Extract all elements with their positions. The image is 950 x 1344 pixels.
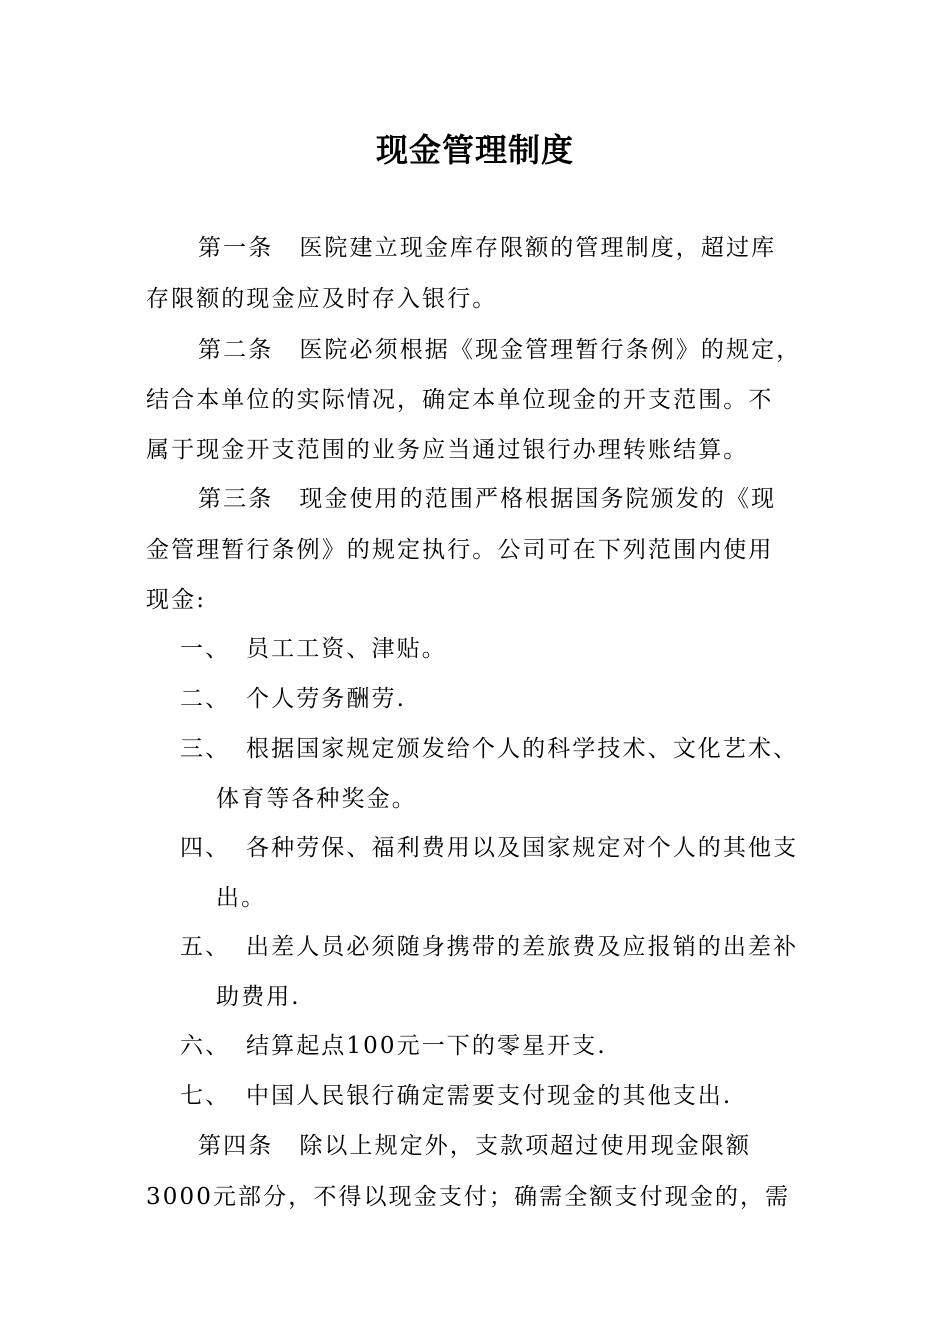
list-item-3-text-2: 体育等各种奖金。	[216, 786, 417, 812]
article-3-text-1: 现金使用的范围严格根据国务院颁发的《现	[299, 486, 777, 512]
article-4-label: 第四条	[198, 1133, 274, 1159]
article-1-line-1	[198, 233, 776, 263]
list-item-3	[180, 734, 798, 764]
list-item-3-number: 三、	[180, 736, 231, 762]
list-item-7	[180, 1081, 732, 1111]
article-4-text-1: 除以上规定外，支款项超过使用现金限额	[299, 1133, 752, 1159]
list-item-4	[180, 833, 798, 863]
article-1-label: 第一条	[198, 235, 274, 261]
article-3-label: 第三条	[198, 486, 274, 512]
list-item-4-text-2: 出。	[216, 885, 267, 911]
article-4-line-1	[198, 1131, 751, 1161]
list-item-7-text: 中国人民银行确定需要支付现金的其他支出.	[246, 1083, 733, 1109]
list-item-4-text-1: 各种劳保、福利费用以及国家规定对个人的其他支	[246, 835, 799, 861]
article-2-text-1: 医院必须根据《现金管理暂行条例》的规定，	[299, 337, 802, 363]
list-item-3-text-1: 根据国家规定颁发给个人的科学技术、文化艺术、	[246, 736, 799, 762]
list-item-5	[180, 932, 798, 962]
list-item-1-text: 员工工资、津贴。	[246, 636, 447, 662]
article-1-text-1: 医院建立现金库存限额的管理制度，超过库	[299, 235, 777, 261]
list-item-6	[180, 1031, 607, 1061]
document-title: 现金管理制度	[375, 131, 574, 169]
list-item-1-number: 一、	[180, 636, 231, 662]
list-item-1	[180, 634, 447, 664]
list-item-6-number: 六、	[180, 1033, 231, 1059]
article-3-line-3: 现金:	[146, 587, 207, 613]
list-item-5-number: 五、	[180, 934, 231, 960]
list-item-5-text-2: 助费用.	[216, 984, 301, 1010]
list-item-5-text-1: 出差人员必须随身携带的差旅费及应报销的出差补	[246, 934, 799, 960]
article-4-line-2: 3000元部分，不得以现金支付；确需全额支付现金的，需	[146, 1184, 791, 1210]
article-2-label: 第二条	[198, 337, 274, 363]
list-item-6-text: 结算起点100元一下的零星开支.	[246, 1033, 607, 1059]
list-item-7-number: 七、	[180, 1083, 231, 1109]
list-item-2	[180, 684, 406, 714]
article-2-line-3: 属于现金开支范围的业务应当通过银行办理转账结算。	[146, 437, 749, 463]
list-item-4-number: 四、	[180, 835, 231, 861]
article-2-line-1	[198, 335, 801, 365]
list-item-2-text: 个人劳务酬劳.	[246, 686, 407, 712]
article-3-line-2: 金管理暂行条例》的规定执行。公司可在下列范围内使用	[146, 537, 774, 563]
article-2-line-2: 结合本单位的实际情况，确定本单位现金的开支范围。不	[146, 387, 774, 413]
article-3-line-1	[198, 484, 776, 514]
list-item-2-number: 二、	[180, 686, 231, 712]
article-1-line-2: 存限额的现金应及时存入银行。	[146, 286, 498, 312]
